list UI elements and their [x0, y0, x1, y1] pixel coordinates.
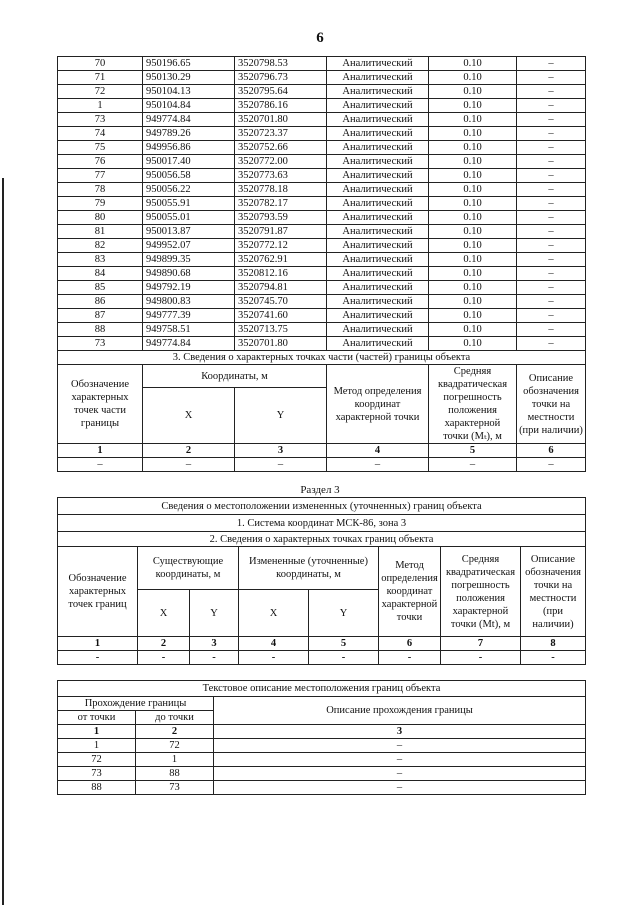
- section3-subtitle: 2. Сведения о характерных точках границ объекта: [58, 532, 586, 547]
- method: Аналитический: [327, 281, 429, 295]
- coord-x: 949890.68: [143, 267, 235, 281]
- point-description: –: [517, 295, 586, 309]
- coord-x: 950196.65: [143, 57, 235, 71]
- method: Аналитический: [327, 183, 429, 197]
- column-number: 2: [143, 444, 235, 458]
- point-number: 73: [58, 113, 143, 127]
- parts-section-title-row: [58, 351, 586, 365]
- column-number: 3: [214, 725, 586, 739]
- table-row: [58, 295, 586, 309]
- section3-title: Сведения о местоположении измененных (уточненных) границ объекта: [58, 498, 586, 515]
- column-number: 3: [235, 444, 327, 458]
- point-description: –: [517, 169, 586, 183]
- table-row: [58, 141, 586, 155]
- margin-line: [2, 178, 4, 905]
- point-description: –: [517, 197, 586, 211]
- coord-x: 949774.84: [143, 113, 235, 127]
- error-value: 0.10: [429, 155, 517, 169]
- section3-table: [57, 497, 586, 665]
- table-row: [58, 197, 586, 211]
- error-value: 0.10: [429, 169, 517, 183]
- error-value: 0.10: [429, 71, 517, 85]
- point-number: 76: [58, 155, 143, 169]
- point-number: 83: [58, 253, 143, 267]
- table-row: [58, 739, 586, 753]
- coordinates-table: [57, 56, 586, 472]
- point-number: 82: [58, 239, 143, 253]
- from-point: 72: [58, 753, 136, 767]
- point-description: –: [517, 99, 586, 113]
- section3-system: 1. Система координат МСК-86, зона 3: [58, 515, 586, 532]
- point-number: 71: [58, 71, 143, 85]
- table-row: [58, 211, 586, 225]
- coord-y: 3520812.16: [235, 267, 327, 281]
- coord-y: 3520701.80: [235, 113, 327, 127]
- s3-header-changed: Измененные (уточненные) координаты, м: [239, 547, 379, 590]
- coord-y: 3520795.64: [235, 85, 327, 99]
- error-value: 0.10: [429, 99, 517, 113]
- column-number: 6: [379, 637, 441, 651]
- point-description: –: [517, 155, 586, 169]
- table-row: [58, 323, 586, 337]
- method: Аналитический: [327, 113, 429, 127]
- coord-x: 949952.07: [143, 239, 235, 253]
- coord-y: 3520713.75: [235, 323, 327, 337]
- point-description: –: [517, 85, 586, 99]
- error-value: 0.10: [429, 323, 517, 337]
- point-number: 78: [58, 183, 143, 197]
- column-number: 4: [327, 444, 429, 458]
- from-point: 88: [58, 781, 136, 795]
- point-number: 85: [58, 281, 143, 295]
- s3-header-desc: Описание обозначения точки на местности (при наличии): [521, 547, 586, 637]
- coord-y: 3520772.00: [235, 155, 327, 169]
- method: Аналитический: [327, 337, 429, 351]
- textdesc-column-numbers: [58, 725, 586, 739]
- method: Аналитический: [327, 267, 429, 281]
- table-row: [58, 99, 586, 113]
- method: Аналитический: [327, 253, 429, 267]
- point-number: 84: [58, 267, 143, 281]
- point-number: 87: [58, 309, 143, 323]
- textdesc-header-desc: Описание прохождения границы: [214, 697, 586, 725]
- to-point: 88: [136, 767, 214, 781]
- column-number: 1: [58, 637, 138, 651]
- point-number: 1: [58, 99, 143, 113]
- boundary-description: –: [214, 781, 586, 795]
- s3-empty-row: [58, 651, 586, 665]
- table-row: [58, 267, 586, 281]
- point-description: –: [517, 183, 586, 197]
- point-number: 77: [58, 169, 143, 183]
- empty-cell: –: [235, 458, 327, 472]
- coord-x: 950055.01: [143, 211, 235, 225]
- error-value: 0.10: [429, 295, 517, 309]
- s3-header-existing-x: X: [138, 590, 190, 637]
- coord-y: 3520791.87: [235, 225, 327, 239]
- coord-x: 949899.35: [143, 253, 235, 267]
- table-row: [58, 281, 586, 295]
- table-row: [58, 155, 586, 169]
- parts-header-coords: Координаты, м: [143, 365, 327, 388]
- to-point: 73: [136, 781, 214, 795]
- coord-y: 3520782.17: [235, 197, 327, 211]
- error-value: 0.10: [429, 197, 517, 211]
- coord-x: 950013.87: [143, 225, 235, 239]
- method: Аналитический: [327, 155, 429, 169]
- point-description: –: [517, 309, 586, 323]
- table-row: [58, 767, 586, 781]
- parts-header-method: Метод определения координат характерной точки: [327, 365, 429, 444]
- empty-cell: -: [138, 651, 190, 665]
- error-value: 0.10: [429, 309, 517, 323]
- parts-header-x: X: [143, 388, 235, 444]
- point-description: –: [517, 57, 586, 71]
- table-row: [58, 309, 586, 323]
- table-row: [58, 225, 586, 239]
- coord-x: 950056.58: [143, 169, 235, 183]
- table-row: [58, 753, 586, 767]
- s3-header-changed-x: X: [239, 590, 309, 637]
- s3-header-existing-y: Y: [190, 590, 239, 637]
- method: Аналитический: [327, 57, 429, 71]
- parts-column-numbers: [58, 444, 586, 458]
- coord-y: 3520798.53: [235, 57, 327, 71]
- point-number: 73: [58, 337, 143, 351]
- s3-header-changed-y: Y: [309, 590, 379, 637]
- boundary-description: –: [214, 767, 586, 781]
- coord-x: 950104.84: [143, 99, 235, 113]
- column-number: 5: [429, 444, 517, 458]
- point-description: –: [517, 71, 586, 85]
- table-row: [58, 239, 586, 253]
- point-description: –: [517, 113, 586, 127]
- coord-x: 950055.91: [143, 197, 235, 211]
- empty-cell: -: [58, 651, 138, 665]
- error-value: 0.10: [429, 183, 517, 197]
- point-description: –: [517, 127, 586, 141]
- to-point: 1: [136, 753, 214, 767]
- parts-header-point: Обозначение характерных точек части границы: [58, 365, 143, 444]
- point-number: 72: [58, 85, 143, 99]
- method: Аналитический: [327, 99, 429, 113]
- point-number: 81: [58, 225, 143, 239]
- point-number: 70: [58, 57, 143, 71]
- coord-y: 3520752.66: [235, 141, 327, 155]
- empty-cell: –: [517, 458, 586, 472]
- parts-header-y: Y: [235, 388, 327, 444]
- parts-empty-row: [58, 458, 586, 472]
- parts-header-desc: Описание обозначения точки на местности (при наличии): [517, 365, 586, 444]
- s3-column-numbers: [58, 637, 586, 651]
- table-row: [58, 169, 586, 183]
- coord-x: 950017.40: [143, 155, 235, 169]
- parts-header-error: Средняя квадратическая погрешность положения характерной точки (Mₜ), м: [429, 365, 517, 444]
- s3-header-point: Обозначение характерных точек границ: [58, 547, 138, 637]
- point-description: –: [517, 267, 586, 281]
- coord-x: 949774.84: [143, 337, 235, 351]
- point-description: –: [517, 337, 586, 351]
- coord-x: 949777.39: [143, 309, 235, 323]
- column-number: 1: [58, 725, 136, 739]
- coord-x: 949800.83: [143, 295, 235, 309]
- empty-cell: –: [327, 458, 429, 472]
- coord-y: 3520772.12: [235, 239, 327, 253]
- column-number: 3: [190, 637, 239, 651]
- empty-cell: -: [441, 651, 521, 665]
- method: Аналитический: [327, 169, 429, 183]
- point-description: –: [517, 253, 586, 267]
- table-row: [58, 253, 586, 267]
- from-point: 73: [58, 767, 136, 781]
- coord-y: 3520786.16: [235, 99, 327, 113]
- column-number: 2: [136, 725, 214, 739]
- textdesc-header-pass: Прохождение границы: [58, 697, 214, 711]
- text-description-table: [57, 680, 586, 795]
- error-value: 0.10: [429, 127, 517, 141]
- table-row: [58, 781, 586, 795]
- empty-cell: –: [429, 458, 517, 472]
- error-value: 0.10: [429, 225, 517, 239]
- table-row: [58, 183, 586, 197]
- method: Аналитический: [327, 323, 429, 337]
- coord-x: 949792.19: [143, 281, 235, 295]
- coord-x: 950104.13: [143, 85, 235, 99]
- textdesc-title: Текстовое описание местоположения границ объекта: [58, 681, 586, 697]
- method: Аналитический: [327, 127, 429, 141]
- empty-cell: -: [239, 651, 309, 665]
- point-number: 88: [58, 323, 143, 337]
- section-heading: Раздел 3: [300, 484, 340, 496]
- method: Аналитический: [327, 71, 429, 85]
- coord-y: 3520793.59: [235, 211, 327, 225]
- from-point: 1: [58, 739, 136, 753]
- coord-x: 950056.22: [143, 183, 235, 197]
- column-number: 2: [138, 637, 190, 651]
- point-description: –: [517, 225, 586, 239]
- column-number: 7: [441, 637, 521, 651]
- method: Аналитический: [327, 309, 429, 323]
- table-row: [58, 337, 586, 351]
- table-row: [58, 85, 586, 99]
- method: Аналитический: [327, 141, 429, 155]
- coord-y: 3520701.80: [235, 337, 327, 351]
- textdesc-header-to: до точки: [136, 711, 214, 725]
- error-value: 0.10: [429, 267, 517, 281]
- coord-y: 3520778.18: [235, 183, 327, 197]
- page-number: 6: [316, 30, 324, 46]
- column-number: 5: [309, 637, 379, 651]
- table-row: [58, 113, 586, 127]
- table-row: [58, 57, 586, 71]
- method: Аналитический: [327, 85, 429, 99]
- empty-cell: –: [58, 458, 143, 472]
- boundary-description: –: [214, 753, 586, 767]
- point-number: 80: [58, 211, 143, 225]
- coord-y: 3520762.91: [235, 253, 327, 267]
- s3-header-existing: Существующие координаты, м: [138, 547, 239, 590]
- to-point: 72: [136, 739, 214, 753]
- method: Аналитический: [327, 295, 429, 309]
- textdesc-body: [58, 739, 586, 795]
- coord-y: 3520794.81: [235, 281, 327, 295]
- point-description: –: [517, 239, 586, 253]
- point-description: –: [517, 281, 586, 295]
- empty-cell: –: [143, 458, 235, 472]
- empty-cell: -: [379, 651, 441, 665]
- point-description: –: [517, 211, 586, 225]
- coord-x: 949758.51: [143, 323, 235, 337]
- error-value: 0.10: [429, 141, 517, 155]
- point-number: 79: [58, 197, 143, 211]
- coord-x: 949789.26: [143, 127, 235, 141]
- boundary-description: –: [214, 739, 586, 753]
- point-number: 86: [58, 295, 143, 309]
- point-number: 75: [58, 141, 143, 155]
- parts-section-title: 3. Сведения о характерных точках части (частей) границы объекта: [58, 351, 586, 365]
- method: Аналитический: [327, 197, 429, 211]
- empty-cell: -: [521, 651, 586, 665]
- method: Аналитический: [327, 211, 429, 225]
- error-value: 0.10: [429, 211, 517, 225]
- error-value: 0.10: [429, 113, 517, 127]
- error-value: 0.10: [429, 253, 517, 267]
- method: Аналитический: [327, 225, 429, 239]
- point-description: –: [517, 141, 586, 155]
- coord-y: 3520745.70: [235, 295, 327, 309]
- empty-cell: -: [190, 651, 239, 665]
- coord-x: 950130.29: [143, 71, 235, 85]
- error-value: 0.10: [429, 281, 517, 295]
- coord-y: 3520723.37: [235, 127, 327, 141]
- s3-header-error: Средняя квадратическая погрешность положения характерной точки (Mt), м: [441, 547, 521, 637]
- table-row: [58, 127, 586, 141]
- column-number: 8: [521, 637, 586, 651]
- column-number: 1: [58, 444, 143, 458]
- coord-x: 949956.86: [143, 141, 235, 155]
- method: Аналитический: [327, 239, 429, 253]
- column-number: 6: [517, 444, 586, 458]
- column-number: 4: [239, 637, 309, 651]
- coordinates-table-body: [58, 57, 586, 351]
- s3-header-method: Метод определения координат характерной точки: [379, 547, 441, 637]
- point-description: –: [517, 323, 586, 337]
- point-number: 74: [58, 127, 143, 141]
- error-value: 0.10: [429, 57, 517, 71]
- error-value: 0.10: [429, 85, 517, 99]
- coord-y: 3520773.63: [235, 169, 327, 183]
- textdesc-header-from: от точки: [58, 711, 136, 725]
- table-row: [58, 71, 586, 85]
- error-value: 0.10: [429, 337, 517, 351]
- error-value: 0.10: [429, 239, 517, 253]
- empty-cell: -: [309, 651, 379, 665]
- coord-y: 3520741.60: [235, 309, 327, 323]
- coord-y: 3520796.73: [235, 71, 327, 85]
